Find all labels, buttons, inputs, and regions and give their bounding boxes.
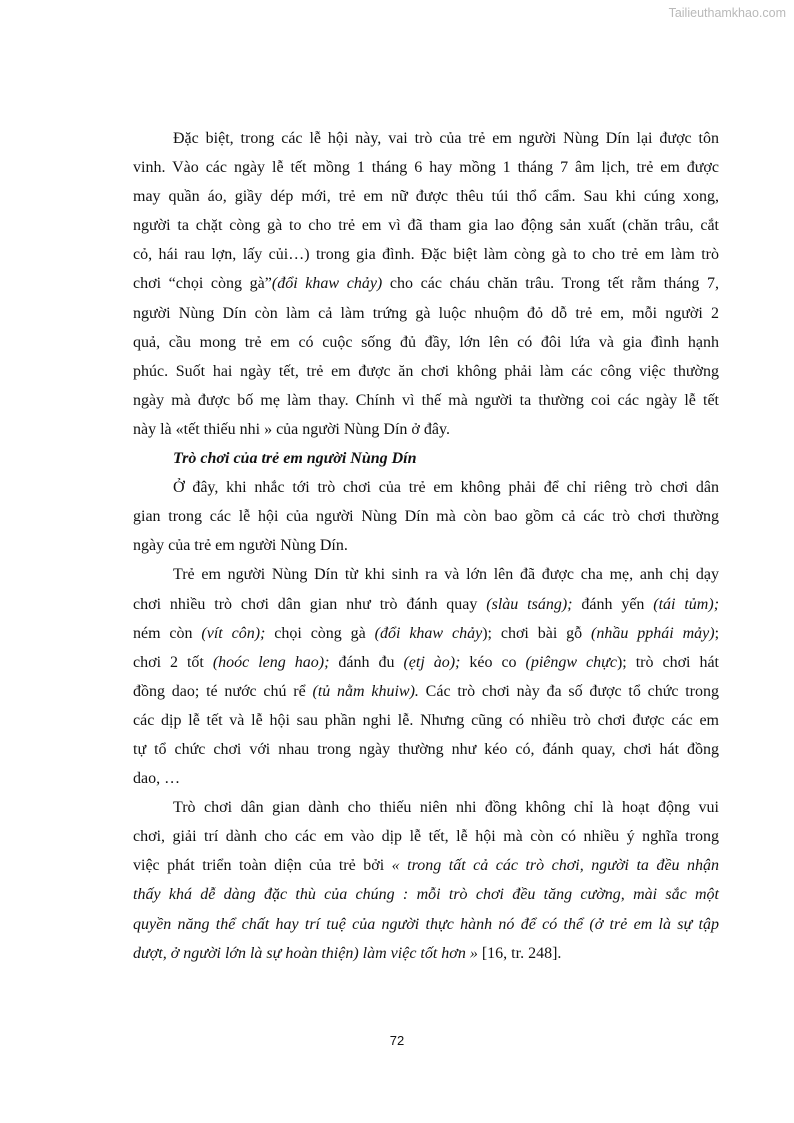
text-line: dượt, ở người lớn là sự hoàn thiện) làm việc tốt hơn » [16, tr. 248].	[133, 944, 562, 962]
quote-line: quyền năng thể chất hay trí tuệ của người thực hành nó để có thể (ở trẻ em là sự tập	[133, 915, 719, 933]
text-line: người ta chặt còng gà to cho trẻ em vì đã tham gia lao động sản xuất (chăn trâu, cắt	[133, 217, 719, 235]
text-line: ném còn (vít côn); chọi còng gà (đổi khaw chảy); chơi bài gỗ (nhầu pphái mảy);	[133, 624, 720, 642]
paragraph-2	[133, 473, 719, 560]
text-line: việc phát triển toàn diện của trẻ bởi « trong tất cả các trò chơi, người ta đều nhận	[133, 857, 720, 875]
text-line: chơi nhiều trò chơi dân gian như trò đánh quay (slàu tsáng); đánh yến (tái tủm);	[133, 595, 720, 613]
watermark: Tailieuthamkhao.com	[668, 6, 786, 20]
text-line: Ở đây, khi nhắc tới trò chơi của trẻ em không phải để chỉ riêng trò chơi dân	[173, 479, 719, 497]
page-number: 72	[389, 1033, 405, 1048]
text-line: gian trong các lễ hội của người Nùng Dín mà còn bao gồm cả các trò chơi thường	[133, 508, 719, 526]
text-line: phúc. Suốt hai ngày tết, trẻ em được ăn chơi không phải làm các công việc thường	[133, 362, 719, 380]
text-line: người Nùng Dín còn làm cả làm trứng gà luộc nhuộm đỏ dỗ trẻ em, mỗi người 2	[133, 304, 719, 322]
text-line: cỏ, hái rau lợn, lấy củi…) trong gia đình. Đặc biệt làm còng gà to cho trẻ em làm trò	[133, 246, 719, 264]
text-line: chơi “chọi còng gà”(đổi khaw chảy) cho các cháu chăn trâu. Trong tết rằm tháng 7,	[133, 275, 719, 293]
text-line: quả, cầu mong trẻ em có cuộc sống đủ đầy, lớn lên có đôi lứa và gia đình hạnh	[133, 333, 719, 351]
text-line: vinh. Vào các ngày lễ tết mồng 1 tháng 6 hay mồng 1 tháng 7 âm lịch, trẻ em được	[133, 159, 719, 177]
page-body	[133, 124, 719, 968]
paragraph-3	[133, 560, 719, 793]
text-line: đồng dao; té nước chú rể (tủ nằm khuiw). Các trò chơi này đa số được tổ chức trong	[133, 682, 720, 700]
text-line: dao, …	[133, 770, 181, 788]
text-line: chơi, giải trí dành cho các em vào dịp lễ tết, lễ hội mà còn có nhiều ý nghĩa trong	[133, 828, 719, 846]
paragraph-4	[133, 793, 719, 968]
text-line: chơi 2 tốt (hoóc leng hao); đánh đu (ẹtj ào); kéo co (piêngw chực); trò chơi hát	[133, 653, 719, 671]
text-line: ngày mà được bố mẹ làm thay. Chính vì thế mà người ta thường coi các ngày lễ tết	[133, 391, 719, 409]
text-line: ngày của trẻ em người Nùng Dín.	[133, 537, 348, 555]
citation: [16, tr. 248].	[477, 944, 562, 962]
text-line: Trẻ em người Nùng Dín từ khi sinh ra và lớn lên đã được cha mẹ, anh chị dạy	[173, 566, 719, 584]
text-line: các dịp lễ tết và lễ hội sau phần nghi lễ. Nhưng cũng có nhiều trò chơi được các em	[133, 711, 719, 729]
text-line: này là «tết thiếu nhi » của người Nùng Dín ở đây.	[133, 420, 450, 438]
quote-line: thấy khá dễ dàng đặc thù của chúng : mỗi trò chơi đều tăng cường, mài sắc một	[133, 886, 719, 904]
text-line: tự tổ chức chơi với nhau trong ngày thường như kéo có, đánh quay, chơi hát đồng	[133, 740, 719, 758]
section-heading: Trò chơi của trẻ em người Nùng Dín	[173, 450, 417, 468]
paragraph-1	[133, 124, 719, 444]
text-line: Đặc biệt, trong các lễ hội này, vai trò của trẻ em người Nùng Dín lại được tôn	[173, 130, 719, 147]
text-line: may quần áo, giầy dép mới, trẻ em nữ được thêu túi thổ cẩm. Sau khi cúng xong,	[133, 188, 719, 206]
text-line: Trò chơi dân gian dành cho thiếu niên nhi đồng không chỉ là hoạt động vui	[173, 799, 719, 817]
